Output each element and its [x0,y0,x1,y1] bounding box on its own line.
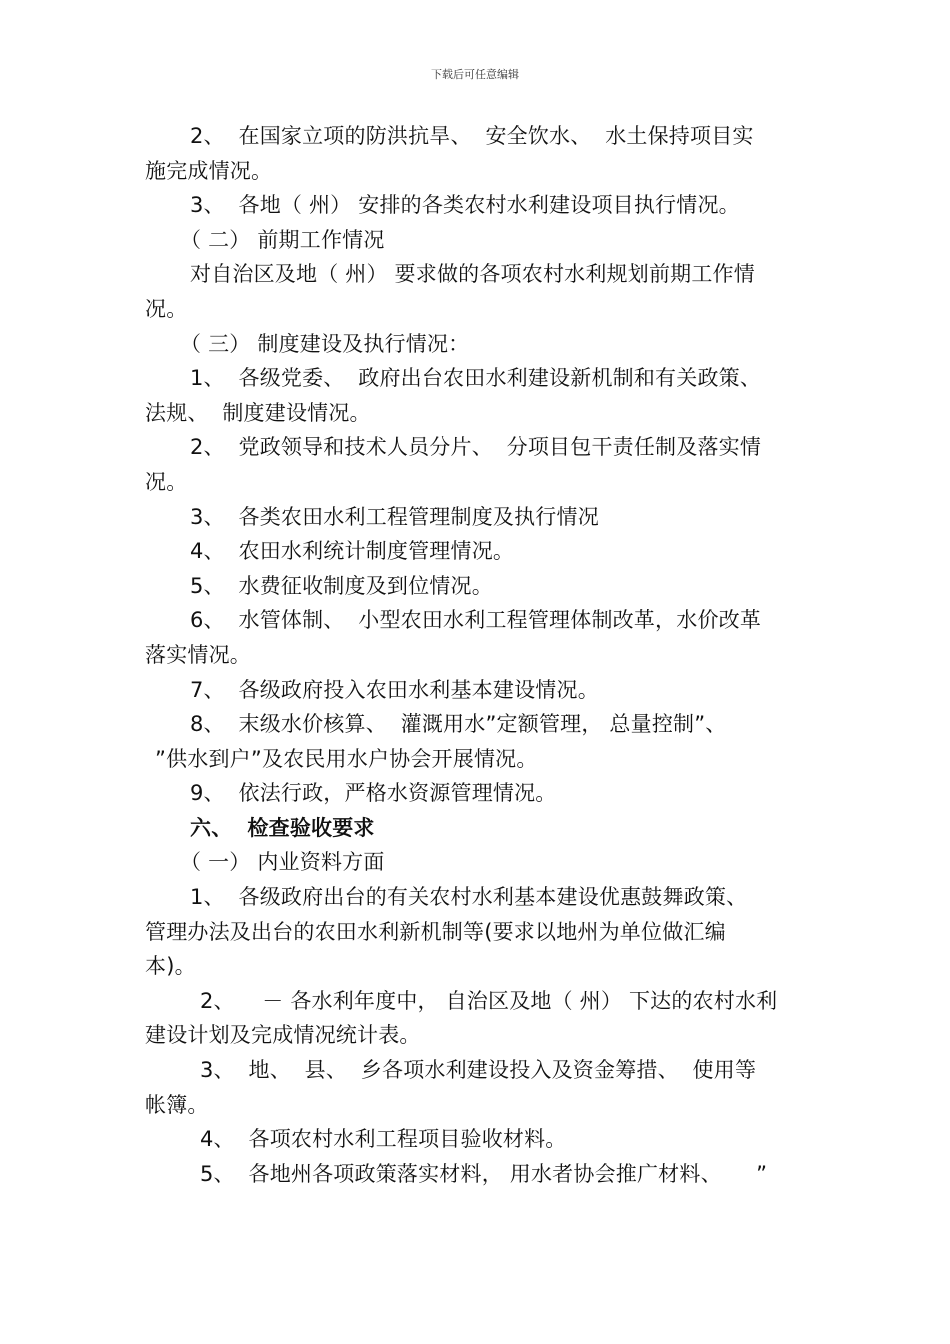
text-line: 4、 农田水利统计制度管理情况。 [190,539,515,564]
text-line: 况。 [145,469,188,494]
text-line: 帐簿。 [145,1092,209,1117]
text-line: （ 一） 内业资料方面 [180,850,385,875]
text-line: 3、 地、 县、 乡各项水利建设投入及资金筹措、 使用等 [200,1058,757,1083]
text-line: 六、 检查验收要求 [190,815,375,840]
text-line: 管理办法及出台的农田水利新机制等(要求以地州为单位做汇编 [145,919,726,944]
text-line: 对自治区及地（ 州） 要求做的各项农村水利规划前期工作情 [190,262,755,287]
text-line: 8、 末级水价核算、 灌溉用水”定额管理， 总量控制”、 [190,712,727,737]
text-line: 7、 各级政府投入农田水利基本建设情况。 [190,677,599,702]
document-body [145,119,810,1191]
text-line: 施完成情况。 [145,158,273,183]
text-line: ”供水到户”及农民用水户协会开展情况。 [155,746,538,771]
text-line: 2、 － 各水利年度中， 自治区及地（ 州） 下达的农村水利 [200,988,778,1013]
text-line: 1、 各级党委、 政府出台农田水利建设新机制和有关政策、 [190,366,762,391]
text-line: 3、 各类农田水利工程管理制度及执行情况 [190,504,599,529]
text-line: 2、 在国家立项的防洪抗旱、 安全饮水、 水土保持项目实 [190,124,754,148]
text-line: （ 三） 制度建设及执行情况： [180,331,470,356]
text-line: 法规、 制度建设情况。 [145,400,371,425]
text-line: 5、 水费征收制度及到位情况。 [190,573,493,598]
text-line: 6、 水管体制、 小型农田水利工程管理体制改革，水价改革 [190,608,762,633]
text-line: 落实情况。 [145,642,251,667]
text-line: 5、 各地州各项政策落实材料， 用水者协会推广材料、 ” [200,1161,768,1186]
page-header: 下载后可任意编辑 [431,68,519,81]
text-line: 3、 各地（ 州） 安排的各类农村水利建设项目执行情况。 [190,193,740,218]
text-line: 本)。 [145,954,196,979]
text-line: 4、 各项农村水利工程项目验收材料。 [200,1127,567,1152]
text-line: 况。 [145,296,188,321]
text-line: 2、 党政领导和技术人员分片、 分项目包干责任制及落实情 [190,435,762,460]
text-line: （ 二） 前期工作情况 [180,227,385,252]
text-line: 建设计划及完成情况统计表。 [145,1023,421,1048]
text-line: 9、 依法行政，严格水资源管理情况。 [190,781,557,806]
text-line: 1、 各级政府出台的有关农村水利基本建设优惠鼓舞政策、 [190,885,748,910]
